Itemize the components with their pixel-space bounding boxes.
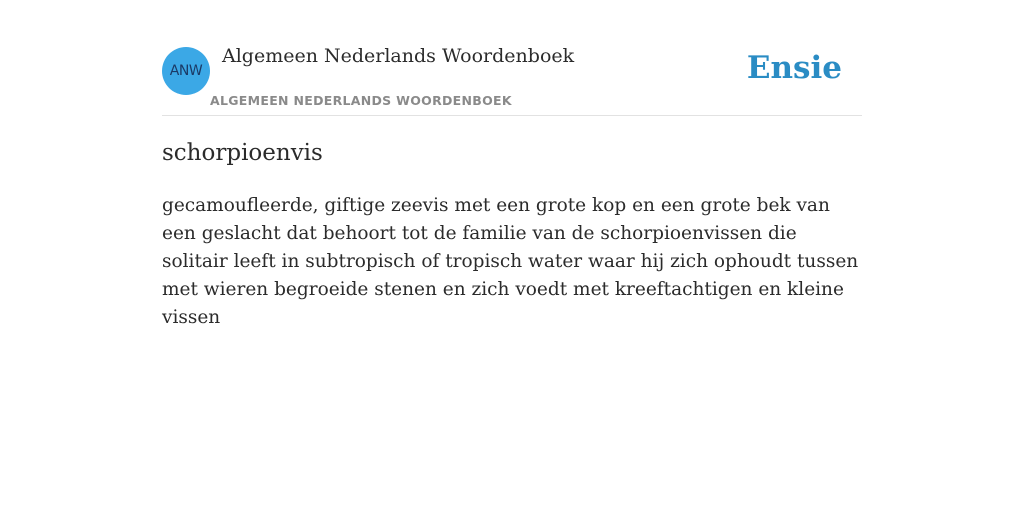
brand-logo[interactable]: Ensie [746, 50, 842, 86]
source-subtitle: ALGEMEEN NEDERLANDS WOORDENBOEK [210, 93, 512, 108]
source-logo-text: ANW [169, 63, 203, 79]
entry-definition: gecamoufleerde, giftige zeevis met een grote kop en een grote bek van een geslacht dat behoort tot de familie van de schorpioenvissen die solitair leeft in subtropisch of tropisch water waar hij zich ophoudt tussen met wieren begroeide stenen en zich voedt met kreeftachtigen en kleine vissen [162, 195, 859, 328]
entry-term: schorpioenvis [162, 140, 323, 166]
entry-header [162, 0, 862, 116]
source-title[interactable]: Algemeen Nederlands Woordenboek [222, 45, 575, 67]
entry-card [162, 0, 862, 328]
source-logo-icon[interactable] [162, 47, 210, 95]
